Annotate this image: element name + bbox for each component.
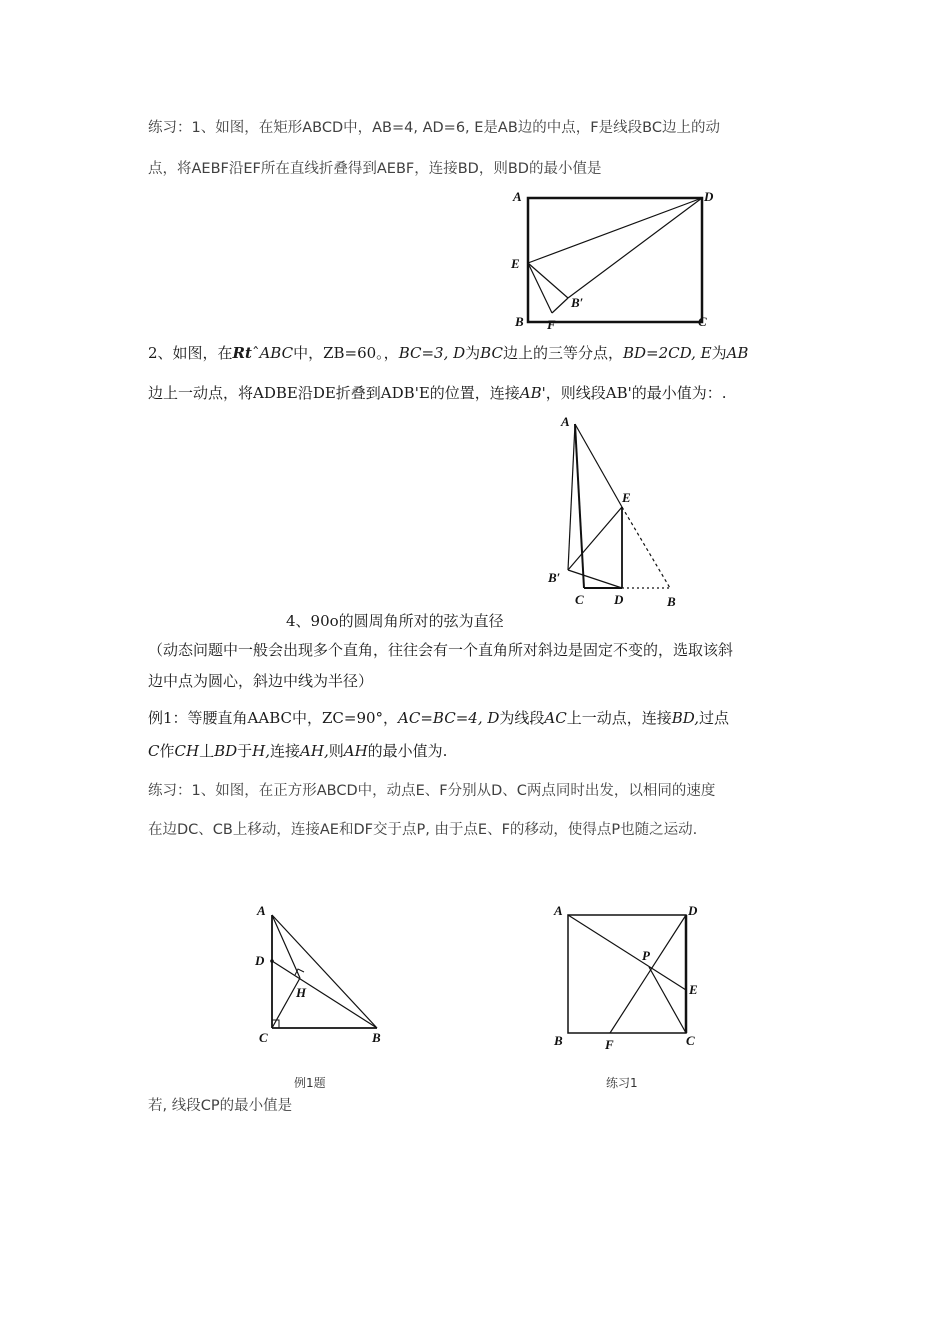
section4-note-line2: 边中点为圆心，斜边中线为半径） <box>148 672 374 690</box>
label-b: B <box>515 314 524 329</box>
practice1-line2: 在边DC、CB上移动，连接AE和DF交于点P, 由于点E、F的移动，使得点P也随之运动. <box>148 822 698 838</box>
figure-example1 <box>248 895 398 1055</box>
label-c: C <box>686 1033 695 1048</box>
label-e: E <box>511 256 520 271</box>
label-f: F <box>547 317 556 332</box>
exercise1-line2: 点，将AEBF沿EF所在直线折叠得到AEBF，连接BD，则BD的最小值是 <box>148 161 602 177</box>
ex2-abprime: AB' <box>519 384 546 402</box>
segment-eb-dashed <box>622 507 670 588</box>
section4-title: 4、90o的圆周角所对的弦为直径 <box>286 612 504 630</box>
label-bprime: B′ <box>571 295 584 310</box>
segment-abprime <box>568 424 575 570</box>
rect-abcd <box>528 198 702 322</box>
ex1-l2-e: 则 <box>328 742 344 760</box>
label-e: E <box>689 982 698 997</box>
ex2-bc: BC=3, D <box>398 344 466 362</box>
practice1-line1: 练习：1、如图，在正方形ABCD中，动点E、F分别从D、C两点同时出发，以相同的速度 <box>148 783 716 799</box>
label-a: A <box>554 903 563 918</box>
ex2-bd: BD=2CD, E <box>622 344 712 362</box>
segment-ac <box>575 424 584 588</box>
exercise2-line1 <box>148 343 748 363</box>
segment-ed <box>528 198 702 263</box>
segment-pc <box>649 967 686 1033</box>
ex1-b: 为线段 <box>499 709 545 727</box>
ex2-bc2: BC <box>480 344 503 362</box>
figure-rectangle-fold <box>505 185 725 335</box>
segment-ebprime <box>528 263 568 298</box>
ex1-l2-c2: 于 <box>237 742 253 760</box>
ex1-l2-h: H, <box>252 742 271 760</box>
label-d: D <box>704 189 714 204</box>
figure-practice1 <box>548 895 708 1055</box>
ex2-ab: AB <box>726 344 749 362</box>
ex2-text-c: 中，ZB=60。， <box>293 344 399 362</box>
ex1-l2-ah: AH, <box>300 742 329 760</box>
ex2-text-e: 边上的三等分点， <box>502 344 623 362</box>
label-b: B <box>372 1030 381 1045</box>
label-d: D <box>614 592 624 607</box>
label-d: D <box>688 903 698 918</box>
segment-df <box>610 915 686 1033</box>
ex2-text-d: 为 <box>465 344 481 362</box>
ex2-text-a: 2、如图，在 <box>148 344 233 362</box>
segment-bprime-d <box>568 198 702 298</box>
example1-line2 <box>148 741 447 761</box>
label-h: H <box>296 985 307 1000</box>
segment-ebprime <box>568 507 622 570</box>
ex2-hat: ˆ <box>251 344 260 362</box>
segment-ah <box>272 915 300 978</box>
figure-triangle-fold <box>540 410 700 610</box>
label-e: E <box>622 490 631 505</box>
label-b: B <box>554 1033 563 1048</box>
segment-ae <box>568 915 686 990</box>
ex1-l2-f: 的最小值为. <box>367 742 448 760</box>
label-a: A <box>257 903 266 918</box>
ex1-l2-ah2: AH <box>343 742 368 760</box>
ex1-l2-d: 连接 <box>270 742 301 760</box>
caption-practice1: 练习1 <box>606 1076 638 1090</box>
ex1-l2-b: 丄 <box>199 742 215 760</box>
ex1-d: 过点 <box>699 709 730 727</box>
ex2-rt: Rt <box>232 344 252 362</box>
label-p: P <box>642 948 650 963</box>
caption-example1: 例1题 <box>294 1076 326 1090</box>
square-abcd <box>568 915 686 1033</box>
ex1-l2-bd: BD <box>214 742 238 760</box>
segment-ef <box>528 263 552 313</box>
ex2-l2-a: 边上一动点，将ADBE沿DE折叠到ADB'E的位置，连接 <box>148 384 520 402</box>
segment-ab <box>575 424 622 507</box>
ex1-c: 上一动点，连接 <box>566 709 672 727</box>
label-c: C <box>259 1030 268 1045</box>
ex1-acbc: AC=BC=4, D <box>398 709 500 727</box>
example1-line1 <box>148 708 729 728</box>
label-c: C <box>575 592 584 607</box>
ex1-l2-c: C <box>148 742 160 760</box>
point-d <box>270 959 274 963</box>
label-f: F <box>605 1037 614 1052</box>
exercise2-line2 <box>148 383 727 403</box>
label-b: B <box>667 594 676 609</box>
ex1-l2-ch: CH <box>174 742 200 760</box>
exercise1-line1: 练习：1、如图，在矩形ABCD中，AB=4, AD=6, E是AB边的中点，F是线段BC边上的动 <box>148 120 720 136</box>
ex1-bd: BD, <box>671 709 700 727</box>
practice1-question: 若, 线段CP的最小值是 <box>148 1098 293 1114</box>
ex1-l2-a: 作 <box>159 742 175 760</box>
label-a: A <box>513 189 522 204</box>
ex1-a: 例1：等腰直角AABC中，ZC=90°， <box>148 709 399 727</box>
segment-bprime-d <box>568 570 622 588</box>
ex1-ac: AC <box>544 709 567 727</box>
ex2-abc: ABC <box>259 344 294 362</box>
label-c: C <box>698 314 707 329</box>
section4-note-line1: （动态问题中一般会出现多个直角，往往会有一个直角所对斜边是固定不变的，选取该斜 <box>148 641 734 659</box>
label-d: D <box>255 953 265 968</box>
label-bprime: B′ <box>548 570 561 585</box>
ex2-text-f: 为 <box>711 344 727 362</box>
ex2-l2-b: ，则线段AB'的最小值为：. <box>545 384 727 402</box>
label-a: A <box>561 414 570 429</box>
segment-fbprime <box>552 298 568 313</box>
